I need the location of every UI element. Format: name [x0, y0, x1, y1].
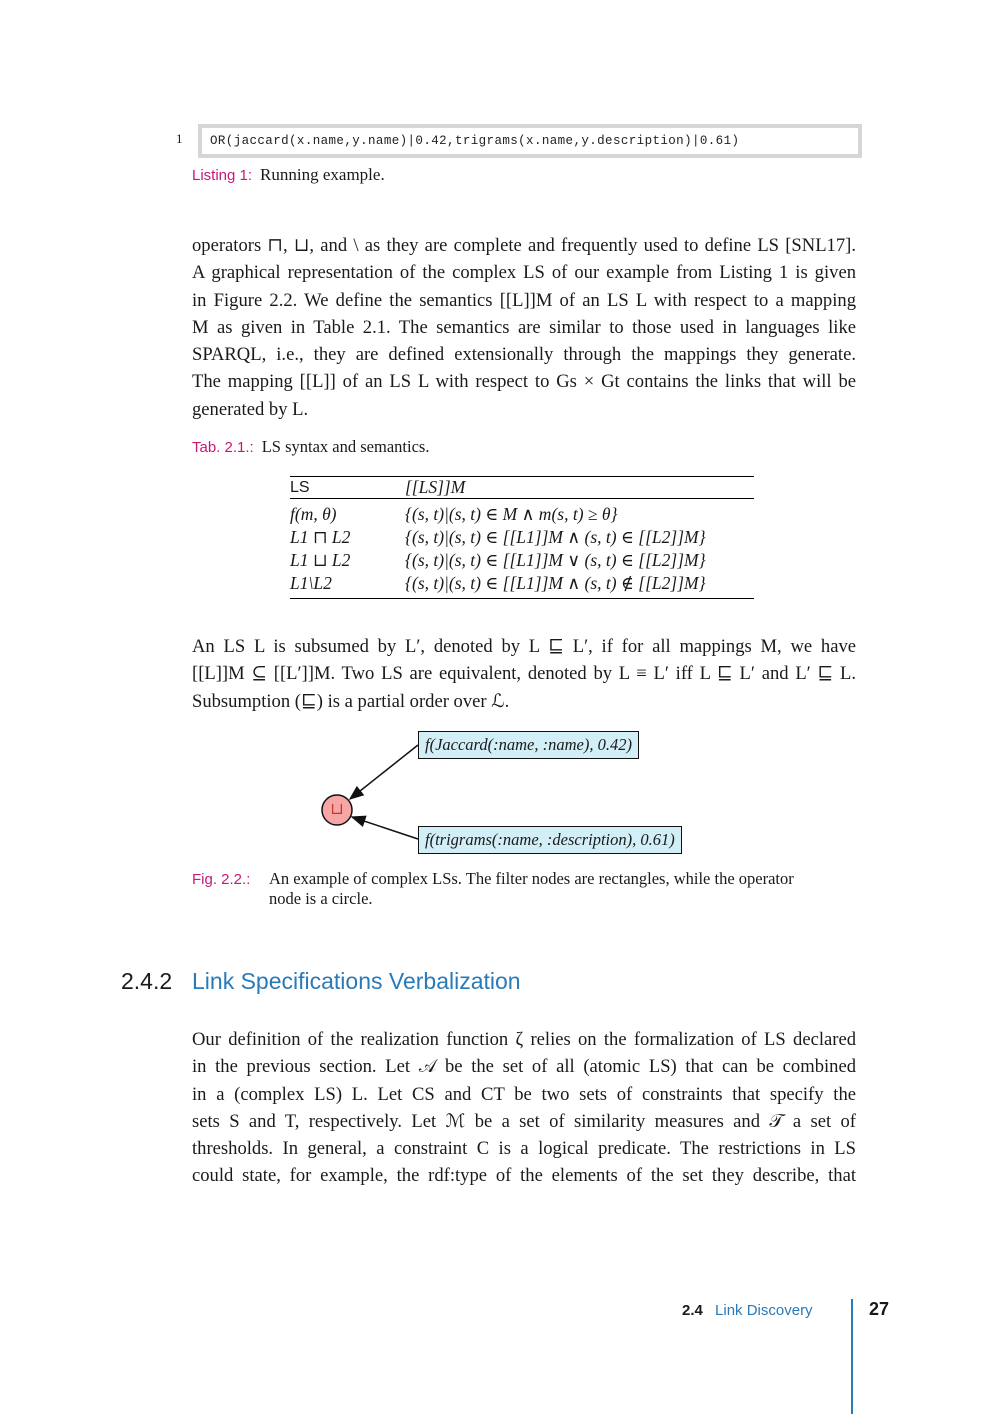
edge-bottom-arrow	[352, 817, 418, 839]
para3-line: Our definition of the realization function ζ relies on the formalization of LS declared	[192, 1029, 856, 1050]
para2-line: An LS L is subsumed by L′, denoted by L ⊑ L′, if for all mappings M, we have	[192, 636, 856, 657]
table-cell: f(m, θ)	[290, 504, 337, 524]
listing-caption-label: Listing 1:	[192, 167, 253, 184]
table-cell: {(s, t)|(s, t) ∈ [[L1]]M ∨ (s, t) ∈ [[L2]]M}	[405, 550, 706, 570]
para3-line: in the previous section. Let 𝒜 be the set of all (atomic LS) that can be combined	[192, 1056, 856, 1078]
para3-line: in a (complex LS) L. Let CS and CT be two sets of constraints that specify the	[192, 1083, 856, 1105]
figure-caption-line: An example of complex LSs. The filter nodes are rectangles, while the operator	[269, 869, 794, 888]
figure-caption-label: Fig. 2.2.:	[192, 871, 251, 888]
listing-line-number: 1	[176, 131, 183, 146]
filter-node-top: f(Jaccard(:name, :name), 0.42)	[418, 731, 639, 759]
table-cell: L1\L2	[290, 572, 405, 599]
table-header-ls: LS	[290, 477, 405, 499]
para1-line: The mapping [[L]] of an LS L with respect to Gs × Gt contains the links that will be	[192, 371, 856, 393]
footer-rule	[851, 1299, 853, 1414]
para2-line: [[L]]M ⊆ [[L′]]M. Two LS are equivalent, denoted by L ≡ L′ iff L ⊑ L′ and L′ ⊑ L.	[192, 663, 856, 685]
para1-line: SPARQL, i.e., they are defined extensionally through the mappings they generate.	[192, 344, 856, 366]
footer-running-head	[682, 1302, 813, 1319]
para1-line: operators ⊓, ⊔, and \ as they are complete and frequently used to define LS [SNL17].	[192, 235, 856, 256]
table-cell: L1 ⊓ L2	[290, 527, 351, 547]
para1-line: in Figure 2.2. We define the semantics [[L]]M of an LS L with respect to a mapping	[192, 289, 856, 311]
table-cell: {(s, t)|(s, t) ∈ M ∧ m(s, t) ≥ θ}	[405, 504, 618, 524]
section-title: Link Specifications Verbalization	[192, 968, 521, 994]
footer-section-title: Link Discovery	[715, 1302, 813, 1319]
paragraph-verbalization	[192, 1026, 856, 1190]
table-cell: {(s, t)|(s, t) ∈ [[L1]]M ∧ (s, t) ∈ [[L2]]M}	[405, 527, 706, 547]
code-text: OR(jaccard(x.name,y.name)|0.42,trigrams(x.name,y.description)|0.61)	[202, 128, 858, 154]
page-number: 27	[869, 1299, 890, 1319]
para3-line: sets S and T, respectively. Let ℳ be a set of similarity measures and 𝒯 a set of	[192, 1110, 856, 1132]
para3-line: could state, for example, the rdf:type of the elements of the set they describe, that	[192, 1165, 856, 1187]
listing-caption-text: Running example.	[260, 165, 385, 184]
para3-line: thresholds. In general, a constraint C is a logical predicate. The restrictions in LS	[192, 1138, 856, 1160]
table-header-semantics: [[LS]]M	[405, 477, 754, 499]
figure-caption-line: node is a circle.	[269, 889, 373, 908]
edge-top-arrow	[350, 745, 418, 799]
para1-line: generated by L.	[192, 398, 309, 420]
table-cell: L1 ⊔ L2	[290, 550, 351, 570]
filter-node-bottom: f(trigrams(:name, :description), 0.61)	[418, 826, 682, 854]
table-cell: {(s, t)|(s, t) ∈ [[L1]]M ∧ (s, t) ∉ [[L2]]M}	[405, 572, 754, 599]
figure-caption-text	[269, 869, 859, 909]
table-caption-text: LS syntax and semantics.	[261, 437, 430, 456]
table-caption-label: Tab. 2.1.:	[192, 439, 254, 456]
para2-line: Subsumption (⊑) is a partial order over ℒ.	[192, 690, 510, 712]
para1-line: A graphical representation of the complex LS of our example from Listing 1 is given	[192, 262, 856, 284]
para1-line: M as given in Table 2.1. The semantics are similar to those used in languages like	[192, 316, 856, 338]
operator-node-symbol: ⊔	[330, 801, 344, 818]
footer-section-number: 2.4	[682, 1302, 703, 1319]
section-number: 2.4.2	[121, 968, 173, 994]
